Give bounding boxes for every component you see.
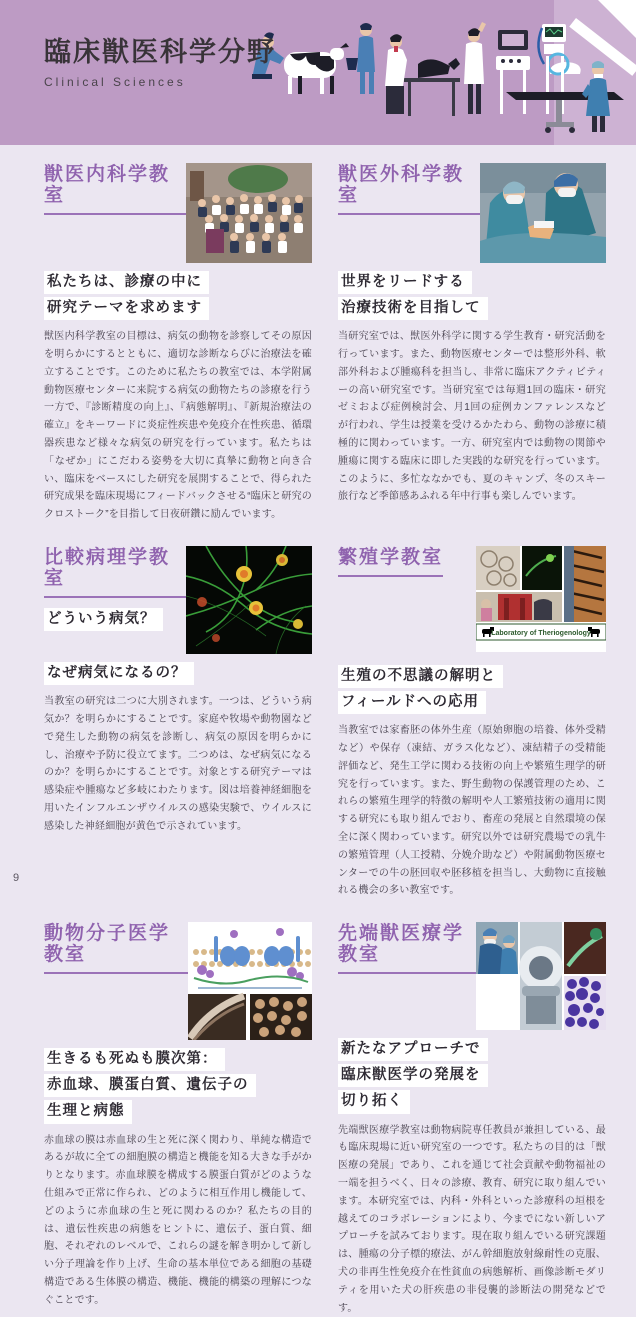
internal-medicine-group-photo (186, 163, 312, 263)
vet-with-bucket (346, 23, 375, 94)
section-title: 獣医外科学教室 (338, 165, 485, 215)
section-veterinary-surgery (338, 163, 606, 524)
section-title: 比較病理学教室 (44, 548, 191, 598)
section-body-text: 獣医内科学教室の目標は、病気の動物を診察してその原因を明らかにするとともに、適切な診断ならびに治療法を確立することです。このために私たちの教室では、本学附属動物医療センターに来院する病気の動物たちの診療を行う一方で、『診断精度の向上』、『病態解明』、『新規治療法の確立』をキーワードに炎症性疾患や免疫介在性疾患、循環器疾患など様々な病気の研究を行っています。私たちは「なぜか」にこだわる姿勢を大切に真摯に動物と向き合い、臨床をベースにした研究を展開することで、得られた研究成果を臨床現場にフィードバックさせる“臨床と研究のクロストーク”を目指して日夜研鑽に励んでいます。 (44, 331, 312, 521)
section-body-text: 赤血球の膜は赤血球の生と死に深く関わり、単純な構造であるが故に全ての細胞膜の構造と機能を知る大きな手がかりとなります。赤血球膜を構成する膜蛋白質がどのような仕組みで正常に作られ、どのように相互作用し機能して、どのように赤血球の生と死に関わるのか？私たちの目的は、遺伝性疾患の病態をヒントに、遺伝子、蛋白質、細胞、それぞれのレベルで、これらの謎を解き明かして新しい分子理論を作り上げ、生命の基本単位である細胞の基礎構造である生体膜の構造、機能、機能的構築の理解につなぐことです。 (44, 1134, 312, 1306)
section-title: 動物分子医学教室 (44, 924, 212, 974)
advanced-clinical-collage (476, 922, 606, 1030)
monitor-cart (496, 30, 530, 114)
section-title: 繁殖学教室 (338, 548, 443, 577)
section-title: 先端獣医療学教室 (338, 924, 506, 974)
section-catchphrase: 私たちは、診療の中に 研究テーマを求めます (44, 225, 312, 320)
section-body-text: 先端獣医療学教室は動物病院専任教員が兼担している、最も臨床現場に近い研究室の一つです。私たちの目的は「獣医療の発展」であり、これを通じて社会貢献や動物福祉の一端を担うべく、日々の診療、教育、研究に取り組んでいます。本研究室では、内科・外科といった診療科の垣根を越えてのコラボレーションにより、今までにない新しいアプローチを試みております。現在取り組んでいる研究課題は、腫瘍の分子標的療法、がん幹細胞放射線耐性の克服、犬の非再生性免疫介在性貧血の病態解析、画像診断モダリティを用いた犬の肝疾患の非侵襲的診断法の開発などです。 (338, 1124, 606, 1314)
page-number: 9 (13, 872, 20, 884)
vet-in-white-coat-right (464, 22, 486, 114)
vet-in-white-coat-left (385, 34, 407, 114)
section-body-text: 当教室の研究は二つに大別されます。一つは、どういう病気か？を明らかにすることです。家庭や牧場や動物園などで発生した動物の病気を診断し、病気の原因を明らかにし、治療や予防に役立てます。二つめは、なぜ病気になるのか？を明らかにすることです。対象とする研究テーマは感染症や腫瘍など多岐にわたります。図は培養神経細胞を用いたインフルエンザウイルスの感染実験で、ウイルスに感染した神経細胞が黄色で示されています。 (44, 696, 312, 832)
section-veterinary-internal-medicine (44, 163, 312, 524)
section-body-text: 当研究室では、獣医外科学に関する学生教育・研究活動を行っています。また、動物医療センターでは整形外科、軟部外科および腫瘍科を担当し、非常に臨床アクティビティーの高い研究室です。当研究室では毎週1回の臨床・研究ゼミおよび症例検討会、月1回の症例カンファレンスなどが行われ、学生は授業を受けるかたわら、動物の診療に積極的に関わっています。一方、研究室内では動物の関節や腫瘍に関する臨床に即した実践的な研究を行っています。このように、多忙ななかでも、夏のキャンプ、冬のスキー旅行など季節感あふれる年中行事も楽しんでいます。 (338, 331, 606, 503)
cow-illustration (284, 43, 349, 94)
section-title: 獣医内科学教室 (44, 165, 191, 215)
section-comparative-pathology (44, 546, 312, 900)
section-catchphrase: 世界をリードする 治療技術を目指して (338, 225, 606, 320)
section-catchphrase: 生きるも死ぬも膜次第： 赤血球、膜蛋白質、遺伝子の 生理と病態 (44, 984, 312, 1124)
page-header (0, 0, 636, 145)
veterinary-illustration (246, 0, 636, 145)
theriogenology-collage (476, 546, 606, 657)
page-subtitle: Clinical Sciences (44, 74, 186, 89)
fluorescence-neurons-photo (186, 546, 312, 654)
section-advanced-veterinary-medicine (338, 922, 606, 1317)
image-caption-text: Laboratory of Theriogenology (491, 630, 591, 638)
exam-table-with-dog (404, 58, 460, 116)
section-catchphrase: 新たなアプローチで 臨床獣医学の発展を 切り拓く (338, 984, 606, 1114)
section-catchphrase: どういう病気？ なぜ病気になるの？ (44, 608, 312, 685)
membrane-diagram-and-micrographs (188, 922, 312, 1040)
page-title: 臨床獣医科学分野 (44, 37, 276, 67)
surgeon-in-gown (582, 61, 610, 132)
surgery-photo (480, 163, 606, 263)
section-theriogenology (338, 546, 606, 900)
section-catchphrase: 生殖の不思議の解明と フィールドへの応用 (338, 587, 606, 714)
section-molecular-medicine (44, 922, 312, 1317)
section-body-text: 当教室では家畜胚の体外生産（原始卵胞の培養、体外受精など）や保存（凍結、ガラス化など）、凍結精子の受精能評価など、発生工学に関わる技術の向上や繁殖生理学的研究を行っています。また、野生動物の保護管理のため、これらの繁殖生理学的特徴の解明や人工繁殖技術の適用に関する研究にも取り組んでおり、畜産の発展と自然環境の保全に深く関わっています。研究以外では研究農場での乳牛の繁殖管理（人工授精、分娩介助など）や附属動物医療センターでの牛の胚回収や胚移植を担当し、大動物に直接触れる機会の多い教室です。 (338, 725, 606, 897)
sections-grid (0, 145, 636, 1317)
